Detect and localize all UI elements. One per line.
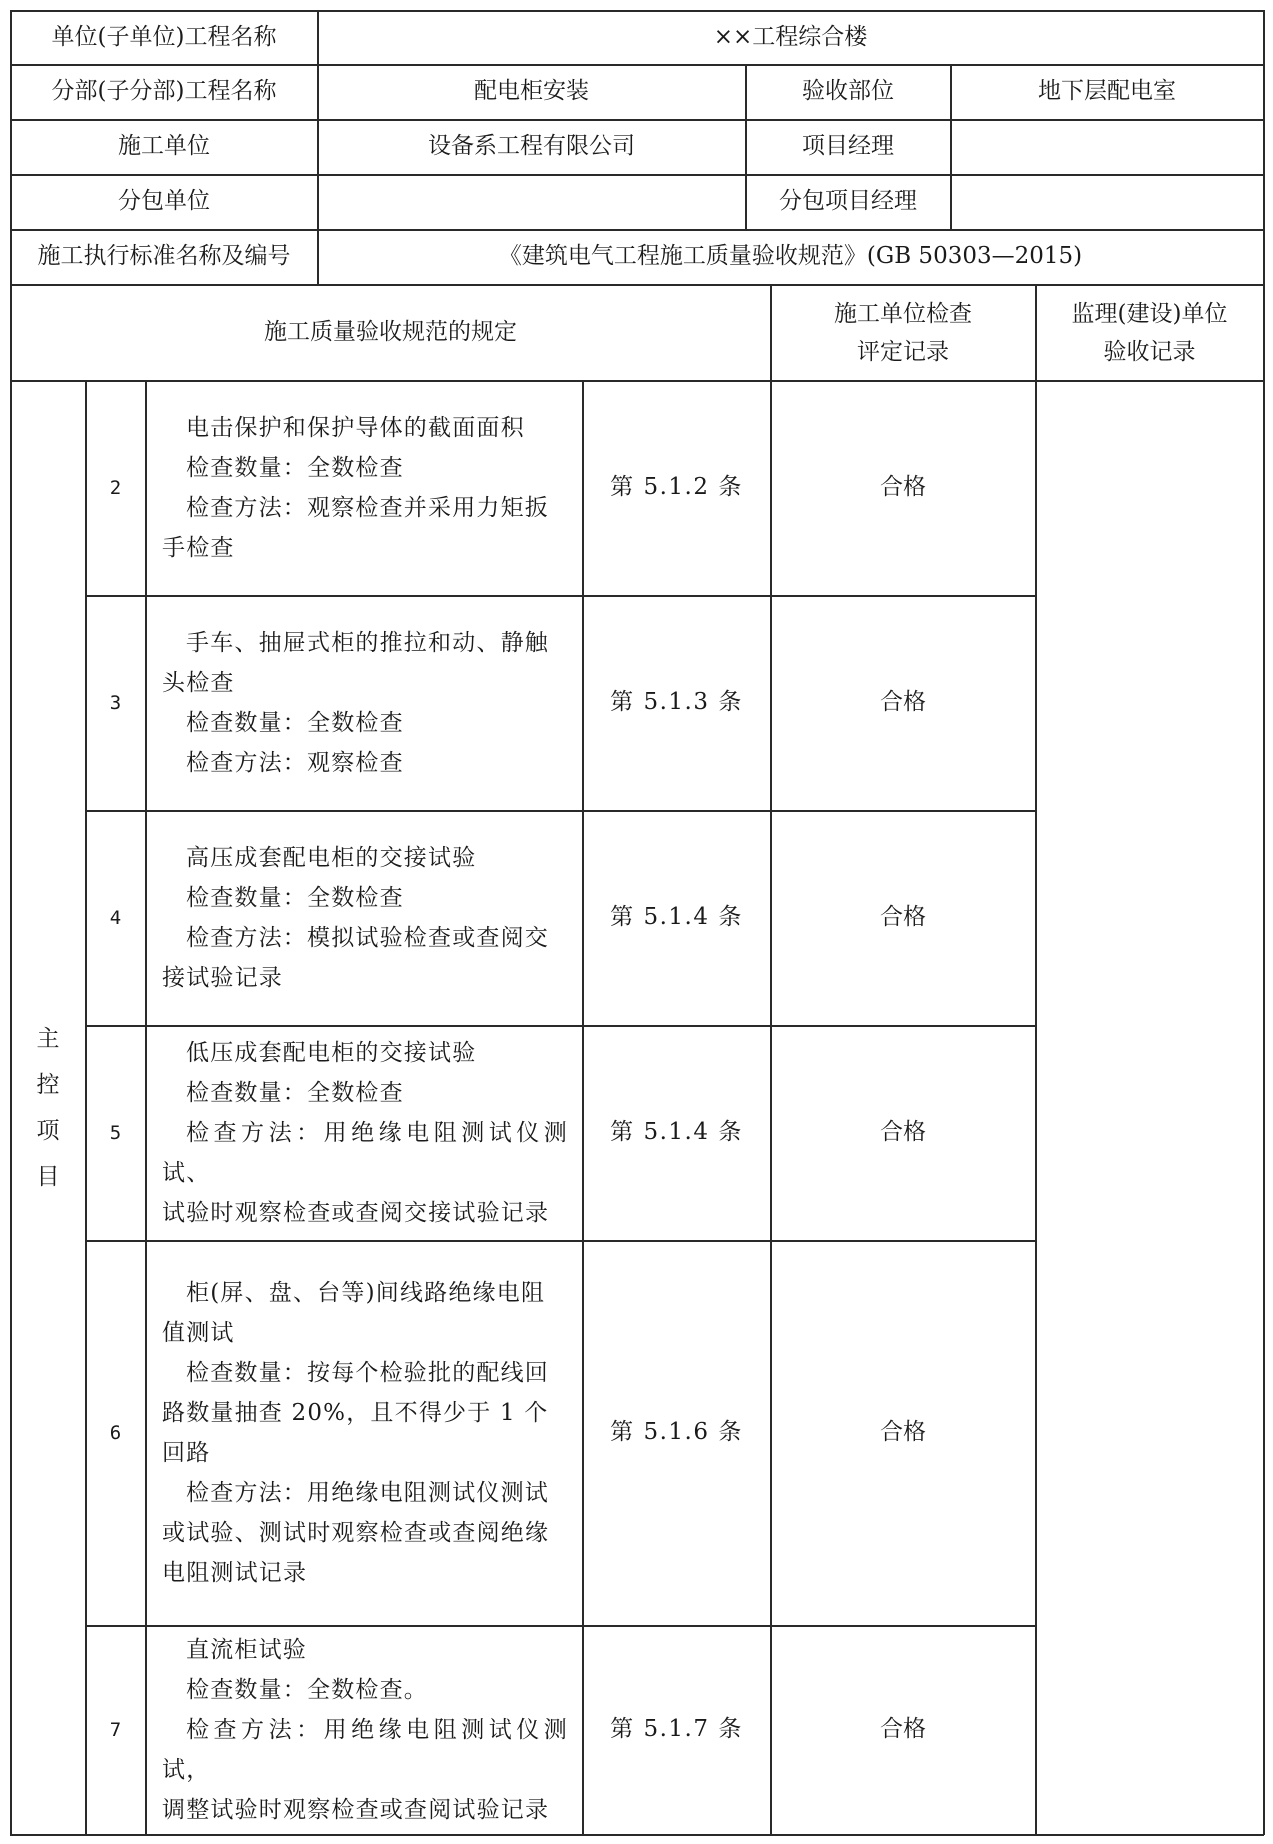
requirement-line: 接试验记录 [162,965,283,991]
item-requirement [146,811,582,1025]
supervisor-heading-line2: 验收记录 [1103,338,1196,365]
requirement-line: 检查数量：全数检查。 [186,1677,428,1703]
main-control-items-label [11,381,85,1834]
requirement-line: 电击保护和保护导体的截面面积 [186,415,525,441]
item-clause: 第 5.1.4 条 [610,904,743,931]
requirement-line: 或试验、测试时观察检查或查阅绝缘 [162,1520,550,1546]
requirement-line: 回路 [162,1440,211,1466]
rule [1263,10,1265,1835]
sub-manager-value [951,175,1263,229]
item-requirement [146,596,582,810]
item-requirement [146,381,582,595]
supervisor-heading [1036,285,1263,380]
acceptance-part-value: 地下层配电室 [1038,78,1176,105]
requirement-line: 检查数量：按每个检验批的配线回 [186,1360,549,1386]
project-manager-label: 项目经理 [802,133,894,160]
sub-manager-label: 分包项目经理 [779,188,917,215]
requirement-line: 调整试验时观察检查或查阅试验记录 [162,1797,550,1823]
requirement-line: 检查数量：全数检查 [186,1080,404,1106]
requirement-line: 检查方法：用绝缘电阻测试仪测试、 [162,1120,568,1186]
contractor-value: 设备系工程有限公司 [428,133,635,160]
project-manager-value [951,120,1263,174]
item-number: 2 [109,476,122,499]
requirement-line: 检查数量：全数检查 [186,455,404,481]
item-clause: 第 5.1.4 条 [610,1119,743,1146]
item-check-result: 合格 [880,474,926,501]
item-clause: 第 5.1.6 条 [610,1419,743,1446]
item-number: 6 [109,1421,122,1444]
contractor-label: 施工单位 [118,133,210,160]
category-char: 目 [36,1163,60,1190]
contractor-check-heading-line2: 评定记录 [857,338,949,365]
category-char: 主 [36,1025,60,1052]
requirement-line: 柜(屏、盘、台等)间线路绝缘电阻 [186,1280,546,1306]
requirement-line: 试验时观察检查或查阅交接试验记录 [162,1200,550,1226]
category-char: 控 [36,1071,60,1098]
requirement-line: 检查方法：观察检查 [186,750,404,776]
supervisor-acceptance-record [1036,381,1263,1834]
requirement-line: 检查数量：全数检查 [186,710,404,736]
item-number: 5 [109,1121,122,1144]
spec-column-heading: 施工质量验收规范的规定 [264,318,517,345]
project-name-value: ××工程综合楼 [713,23,868,50]
requirement-line: 手车、抽屉式柜的推拉和动、静触 [186,630,549,656]
item-check-result: 合格 [880,1716,926,1743]
contractor-check-heading [771,285,1035,380]
subdivision-value: 配电柜安装 [474,78,589,105]
standard-label: 施工执行标准名称及编号 [37,243,291,270]
requirement-line: 检查数量：全数检查 [186,885,404,911]
requirement-line: 高压成套配电柜的交接试验 [186,845,477,871]
category-char: 项 [36,1117,60,1144]
subdivision-label: 分部(子分部)工程名称 [51,78,277,105]
item-number: 7 [109,1718,122,1741]
subcontractor-label: 分包单位 [118,188,210,215]
requirement-line: 头检查 [162,670,235,696]
standard-value: 《建筑电气工程施工质量验收规范》(GB 50303—2015) [498,243,1083,270]
requirement-line: 手检查 [162,535,235,561]
requirement-line: 检查方法：观察检查并采用力矩扳 [186,495,549,521]
item-check-result: 合格 [880,689,926,716]
rule [10,1834,1264,1836]
item-clause: 第 5.1.3 条 [610,689,743,716]
item-requirement [146,1626,582,1834]
requirement-line: 值测试 [162,1320,235,1346]
requirement-line: 路数量抽查 20%，且不得少于 1 个 [162,1400,549,1426]
item-check-result: 合格 [880,1119,926,1146]
requirement-line: 检查方法：用绝缘电阻测试仪测试， [162,1717,568,1783]
requirement-line: 低压成套配电柜的交接试验 [186,1040,477,1066]
requirement-line: 电阻测试记录 [162,1560,308,1586]
requirement-line: 检查方法：模拟试验检查或查阅交 [186,925,549,951]
project-name-label: 单位(子单位)工程名称 [51,23,277,50]
item-requirement [146,1026,582,1240]
requirement-line: 检查方法：用绝缘电阻测试仪测试 [186,1480,549,1506]
subcontractor-value [318,175,745,229]
item-number: 4 [109,906,122,929]
item-number: 3 [109,691,122,714]
item-clause: 第 5.1.7 条 [610,1716,743,1743]
contractor-check-heading-line1: 施工单位检查 [834,300,972,327]
acceptance-part-label: 验收部位 [802,78,894,105]
item-check-result: 合格 [880,904,926,931]
item-clause: 第 5.1.2 条 [610,474,743,501]
supervisor-heading-line1: 监理(建设)单位 [1071,300,1228,327]
requirement-line: 直流柜试验 [186,1637,307,1663]
item-check-result: 合格 [880,1419,926,1446]
item-requirement [146,1241,582,1625]
